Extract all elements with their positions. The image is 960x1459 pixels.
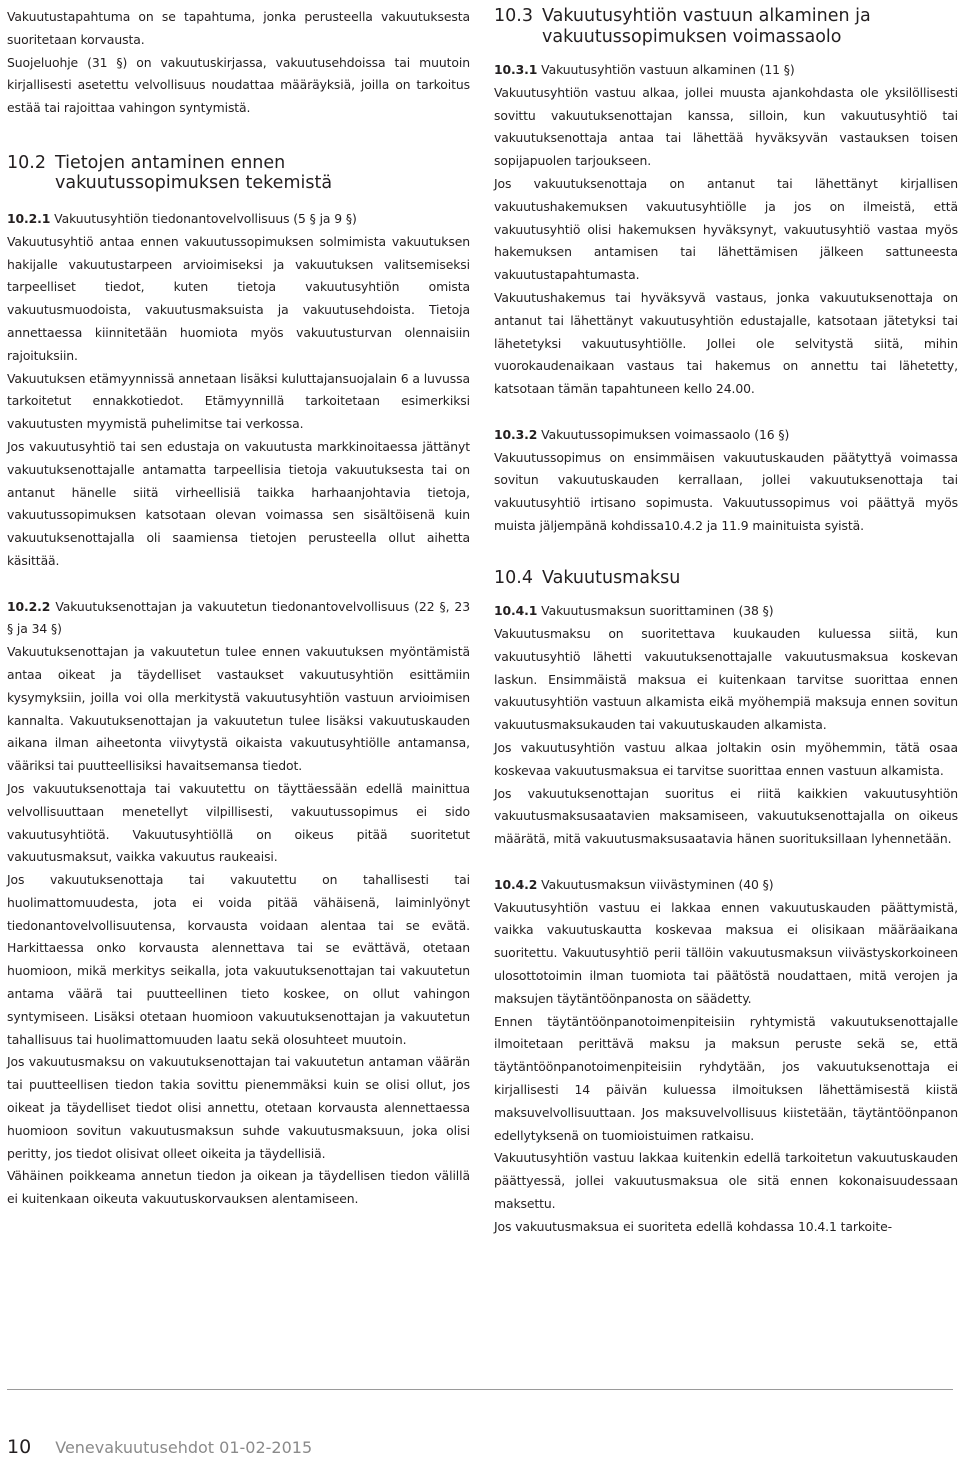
paragraph: Vakuutushakemus tai hyväksyvä vastaus, jonka vakuutuksenottaja on antanut tai lähettänyt vakuutusyhtiön edustajalle, katsotaan jätetyksi tai lähetetyksi vakuutusyhtiölle. Jollei ole selvitystä siitä, mihin vuorokaudenaikaan vastaus tai hakemus on annettu tai lähetetty, katsotaan tämän tapahtuneen kello 24.00.: [494, 289, 958, 397]
paragraph: Ennen täytäntöönpanotoimenpiteisiin ryhtymistä vakuutuksenottajalle ilmoitetaan perittävä maksu ja maksun peruste sekä se, että täytäntöönpanotoimenpiteisiin ryhdytään, jos vakuutuksenottaja ei kirjallisesti 14 päivän kuluessa ilmoituksen lähettämisestä kiistä maksuvelvollisuuttaan. Jos maksuvelvollisuus kiistetään, täytäntöönpanon edellytyksenä on tuomioistuimen ratkaisu.: [494, 1013, 958, 1143]
paragraph: Vakuutusyhtiö antaa ennen vakuutussopimuksen solmimista vakuutuksen hakijalle vakuutustarpeen arvioimiseksi ja vakuutuksen valitsemiseksi tarpeelliset tiedot, kuten tietoja vakuutusyhtiön omista vakuutusmuodoista, vakuutusmaksuista ja vakuutusehdoista. Tietoja annettaessa kiinnitetään huomiota myös vakuutusturvan olennaisiin rajoituksiin.: [7, 233, 470, 363]
section-heading-10-3: [494, 6, 958, 47]
section-number: 10.4: [494, 567, 533, 588]
paragraph: Vakuutussopimus on ensimmäisen vakuutuskauden päätyttyä voimassa sovitun vakuutuskauden kerrallaan, jollei vakuutuksenottaja tai vakuutusyhtiö irtisano sopimusta. Vakuutussopimus voi päättyä myös muista jäljempänä kohdissa10.4.2 ja 11.9 mainituista syistä.: [494, 449, 958, 533]
paragraph: Jos vakuutusyhtiö tai sen edustaja on vakuutusta markkinoitaessa jättänyt vakuutuksenottajalle antamatta tarpeellisia tietoja vakuutuksesta tai on antanut hänelle siitä virheellisiä taikka harhaanjohtavia tietoja, vakuutussopimuksen katsotaan olevan voimassa sen sisältöisenä kuin vakuutuksenottajalla oli saamiensa tietojen perusteella ollut aihetta käsittää.: [7, 438, 470, 568]
intro-paragraph-2: Suojeluohje (31 §) on vakuutuskirjassa, vakuutusehdoissa tai muutoin kirjallisesti asetettu velvollisuus noudattaa määräyksiä, joilla on tarkoitus estää tai rajoittaa vahingon syntymistä.: [7, 54, 470, 116]
page-number: 10: [7, 1436, 32, 1458]
subsection-number: 10.3.2: [494, 426, 538, 442]
paragraph: Vakuutuksen etämyynnissä annetaan lisäksi kuluttajansuojalain 6 a luvussa tarkoitetut ennakkotiedot. Etämyynnillä tarkoitetaan esimerkiksi vakuutusten myymistä puhelimitse tai verkossa.: [7, 370, 470, 432]
section-heading-10-4: [494, 568, 958, 589]
section-title: Vakuutusmaksu: [542, 567, 681, 588]
subsection-title: Vakuutusmaksun suorittaminen (38 §): [541, 603, 774, 619]
paragraph: Vakuutusyhtiön vastuu lakkaa kuitenkin edellä tarkoitetun vakuutuskauden päättyessä, jollei vakuutusmaksua ole sitä ennen kokonaisuudessaan maksettu.: [494, 1150, 958, 1211]
subsection-number: 10.2.2: [7, 598, 51, 614]
left-column: [7, 6, 470, 1211]
subsection-title: Vakuutussopimuksen voimassaolo (16 §): [541, 426, 790, 442]
section-number: 10.3: [494, 6, 533, 26]
paragraph: Jos vakuutusyhtiön vastuu alkaa joltakin osin myöhemmin, tätä osaa koskevaa vakuutusmaksua ei tarvitse suorittaa ennen vastuun alkamista.: [494, 740, 958, 778]
section-title: Tietojen antaminen ennen vakuutussopimuksen tekemistä: [55, 152, 333, 194]
subsection-number: 10.4.1: [494, 603, 538, 619]
footer-divider: [7, 1389, 953, 1390]
paragraph: Jos vakuutuksenottaja tai vakuutettu on täyttäessään edellä mainittua velvollisuuttaan menetellyt vilpillisesti, vakuutussopimus ei sido vakuutusyhtiötä. Vakuutusyhtiöllä on oikeus pitää suoritetut vakuutusmaksut, vaikka vakuutus raukeaisi.: [7, 780, 470, 865]
subsection-title: Vakuutusmaksun viivästyminen (40 §): [541, 876, 774, 892]
section-number: 10.2: [7, 152, 46, 173]
subsection-title: Vakuutusyhtiön vastuun alkaminen (11 §): [541, 62, 795, 77]
paragraph: Jos vakuutusmaksu on vakuutuksenottajan tai vakuutetun antaman väärän tai puutteellisen tiedon takia sovittu pienemmäksi kuin se olisi ollut, jos oikeat ja täydelliset tiedot olisi annettu, otetaan korvausta alennettaessa huomioon sovitun vakuutusmaksun suhde vakuutusmaksuun, joka olisi peritty, jos tiedot olisivat olleet oikeita ja täydellisiä.: [7, 1054, 470, 1161]
subsection-heading-10-2-1: [7, 208, 470, 231]
subsection-title: Vakuutusyhtiön tiedonantovelvollisuus (5 § ja 9 §): [54, 210, 357, 226]
subsection-heading-10-3-2: [494, 424, 958, 447]
right-column: [494, 6, 958, 1239]
subsection-heading-10-3-1: [494, 59, 958, 82]
subsection-number: 10.2.1: [7, 210, 51, 226]
paragraph: Vakuutuksenottajan ja vakuutetun tulee ennen vakuutuksen myöntämistä antaa oikeat ja täydelliset vastaukset vakuutusyhtiön esittämiin kysymyksiin, joilla voi olla merkitystä vakuutusyhtiön vastuun arvioimisen kannalta. Vakuutuksenottajan ja vakuutetun tulee lisäksi vakuutuskauden aikana ilman aiheetonta viivytystä oikaista vakuutusyhtiölle antamansa, vääriksi tai puutteellisiksi havaitsemansa tiedot.: [7, 644, 470, 774]
intro-paragraph-1: Vakuutustapahtuma on se tapahtuma, jonka perusteella vakuutuksesta suoritetaan korvausta.: [7, 9, 470, 47]
paragraph: Vakuutusyhtiön vastuu ei lakkaa ennen vakuutuskauden päättymistä, vaikka vakuutuskautta koskevaa maksua ei olisikaan määräaikana suoritettu. Vakuutusyhtiö perii tällöin vakuutusmaksun viivästyskorkoineen ulosottotoimin ilman tuomiota tai päätöstä noudattaen, mitä verojen ja maksujen täytäntöönpanosta on säädetty.: [494, 899, 958, 1006]
paragraph: Vakuutusmaksu on suoritettava kuukauden kuluessa siitä, kun vakuutusyhtiö lähetti vakuutuksenottajalle vakuutusmaksua koskevan laskun. Ensimmäistä maksua ei kuitenkaan tarvitse suorittaa ennen vakuutusyhtiön vastuun alkamista eikä myöhempiä maksuja ennen sovitun vakuutusmaksukauden tai vakuutuskauden alkamista.: [494, 626, 958, 733]
section-title: Vakuutusyhtiön vastuun alkaminen ja vakuutussopimuksen voimassaolo: [542, 6, 871, 47]
subsection-number: 10.4.2: [494, 876, 538, 892]
subsection-heading-10-4-2: [494, 874, 958, 897]
document-title: Venevakuutusehdot 01-02-2015: [55, 1438, 313, 1457]
paragraph: Vakuutusyhtiön vastuu alkaa, jollei muusta ajankohdasta ole yksilöllisesti sovittu vakuutuksenottajan kanssa, silloin, kun vakuutusyhtiö tai vakuutuksenottaja antaa tai lähettää hyväksyvän vastauksen toisen sopijapuolen tarjoukseen.: [494, 84, 958, 169]
paragraph: Jos vakuutuksenottaja on antanut tai lähettänyt kirjallisen vakuutushakemuksen vakuutusyhtiölle ja jos on ilmeistä, että vakuutusyhtiö olisi hakemuksen hyväksynyt, vakuutusyhtiö vastaa myös hakemuksen antamisen tai lähettämisen jälkeen sattuneesta vakuutustapahtumasta.: [494, 175, 958, 283]
paragraph: Vähäinen poikkeama annetun tiedon ja oikean ja täydellisen tiedon välillä ei kuitenkaan oikeuta vakuutuskorvauksen alentamiseen.: [7, 1168, 470, 1207]
paragraph: Jos vakuutuksenottajan suoritus ei riitä kaikkien vakuutusyhtiön vakuutusmaksusaatavien maksamiseen, vakuutuksenottajalla on oikeus määrätä, mitä vakuutusmaksusaatavia hänen suorituksillaan lyhennetään.: [494, 785, 958, 847]
subsection-heading-10-4-1: [494, 600, 958, 623]
subsection-number: 10.3.1: [494, 62, 538, 77]
paragraph: Jos vakuutuksenottaja tai vakuutettu on tahallisesti tai huolimattomuudesta, jota ei voida pitää vähäisenä, laiminlyönyt tiedonantovelvollisuutensa, korvausta voidaan alentaa tai se evätä. Harkittaessa onko korvausta alennettava tai se evättävä, otetaan huomioon, mikä merkitys seikalla, jota vakuutuksenottajan tai vakuutetun antama väärä tai puutteellinen tieto koskee, on ollut vahingon syntymiseen. Lisäksi otetaan huomioon vakuutuksenottajan ja vakuutetun tahallisuus tai huolimattomuuden laatu sekä olosuhteet muutoin.: [7, 872, 470, 1047]
subsection-heading-10-2-2: [7, 596, 470, 642]
section-heading-10-2: [7, 153, 470, 194]
subsection-title: Vakuutuksenottajan ja vakuutetun tiedonantovelvollisuus (22 §, 23 § ja 34 §): [7, 598, 470, 637]
paragraph: Jos vakuutusmaksua ei suoriteta edellä kohdassa 10.4.1 tarkoite-: [494, 1218, 893, 1234]
page-footer: [7, 1436, 312, 1458]
